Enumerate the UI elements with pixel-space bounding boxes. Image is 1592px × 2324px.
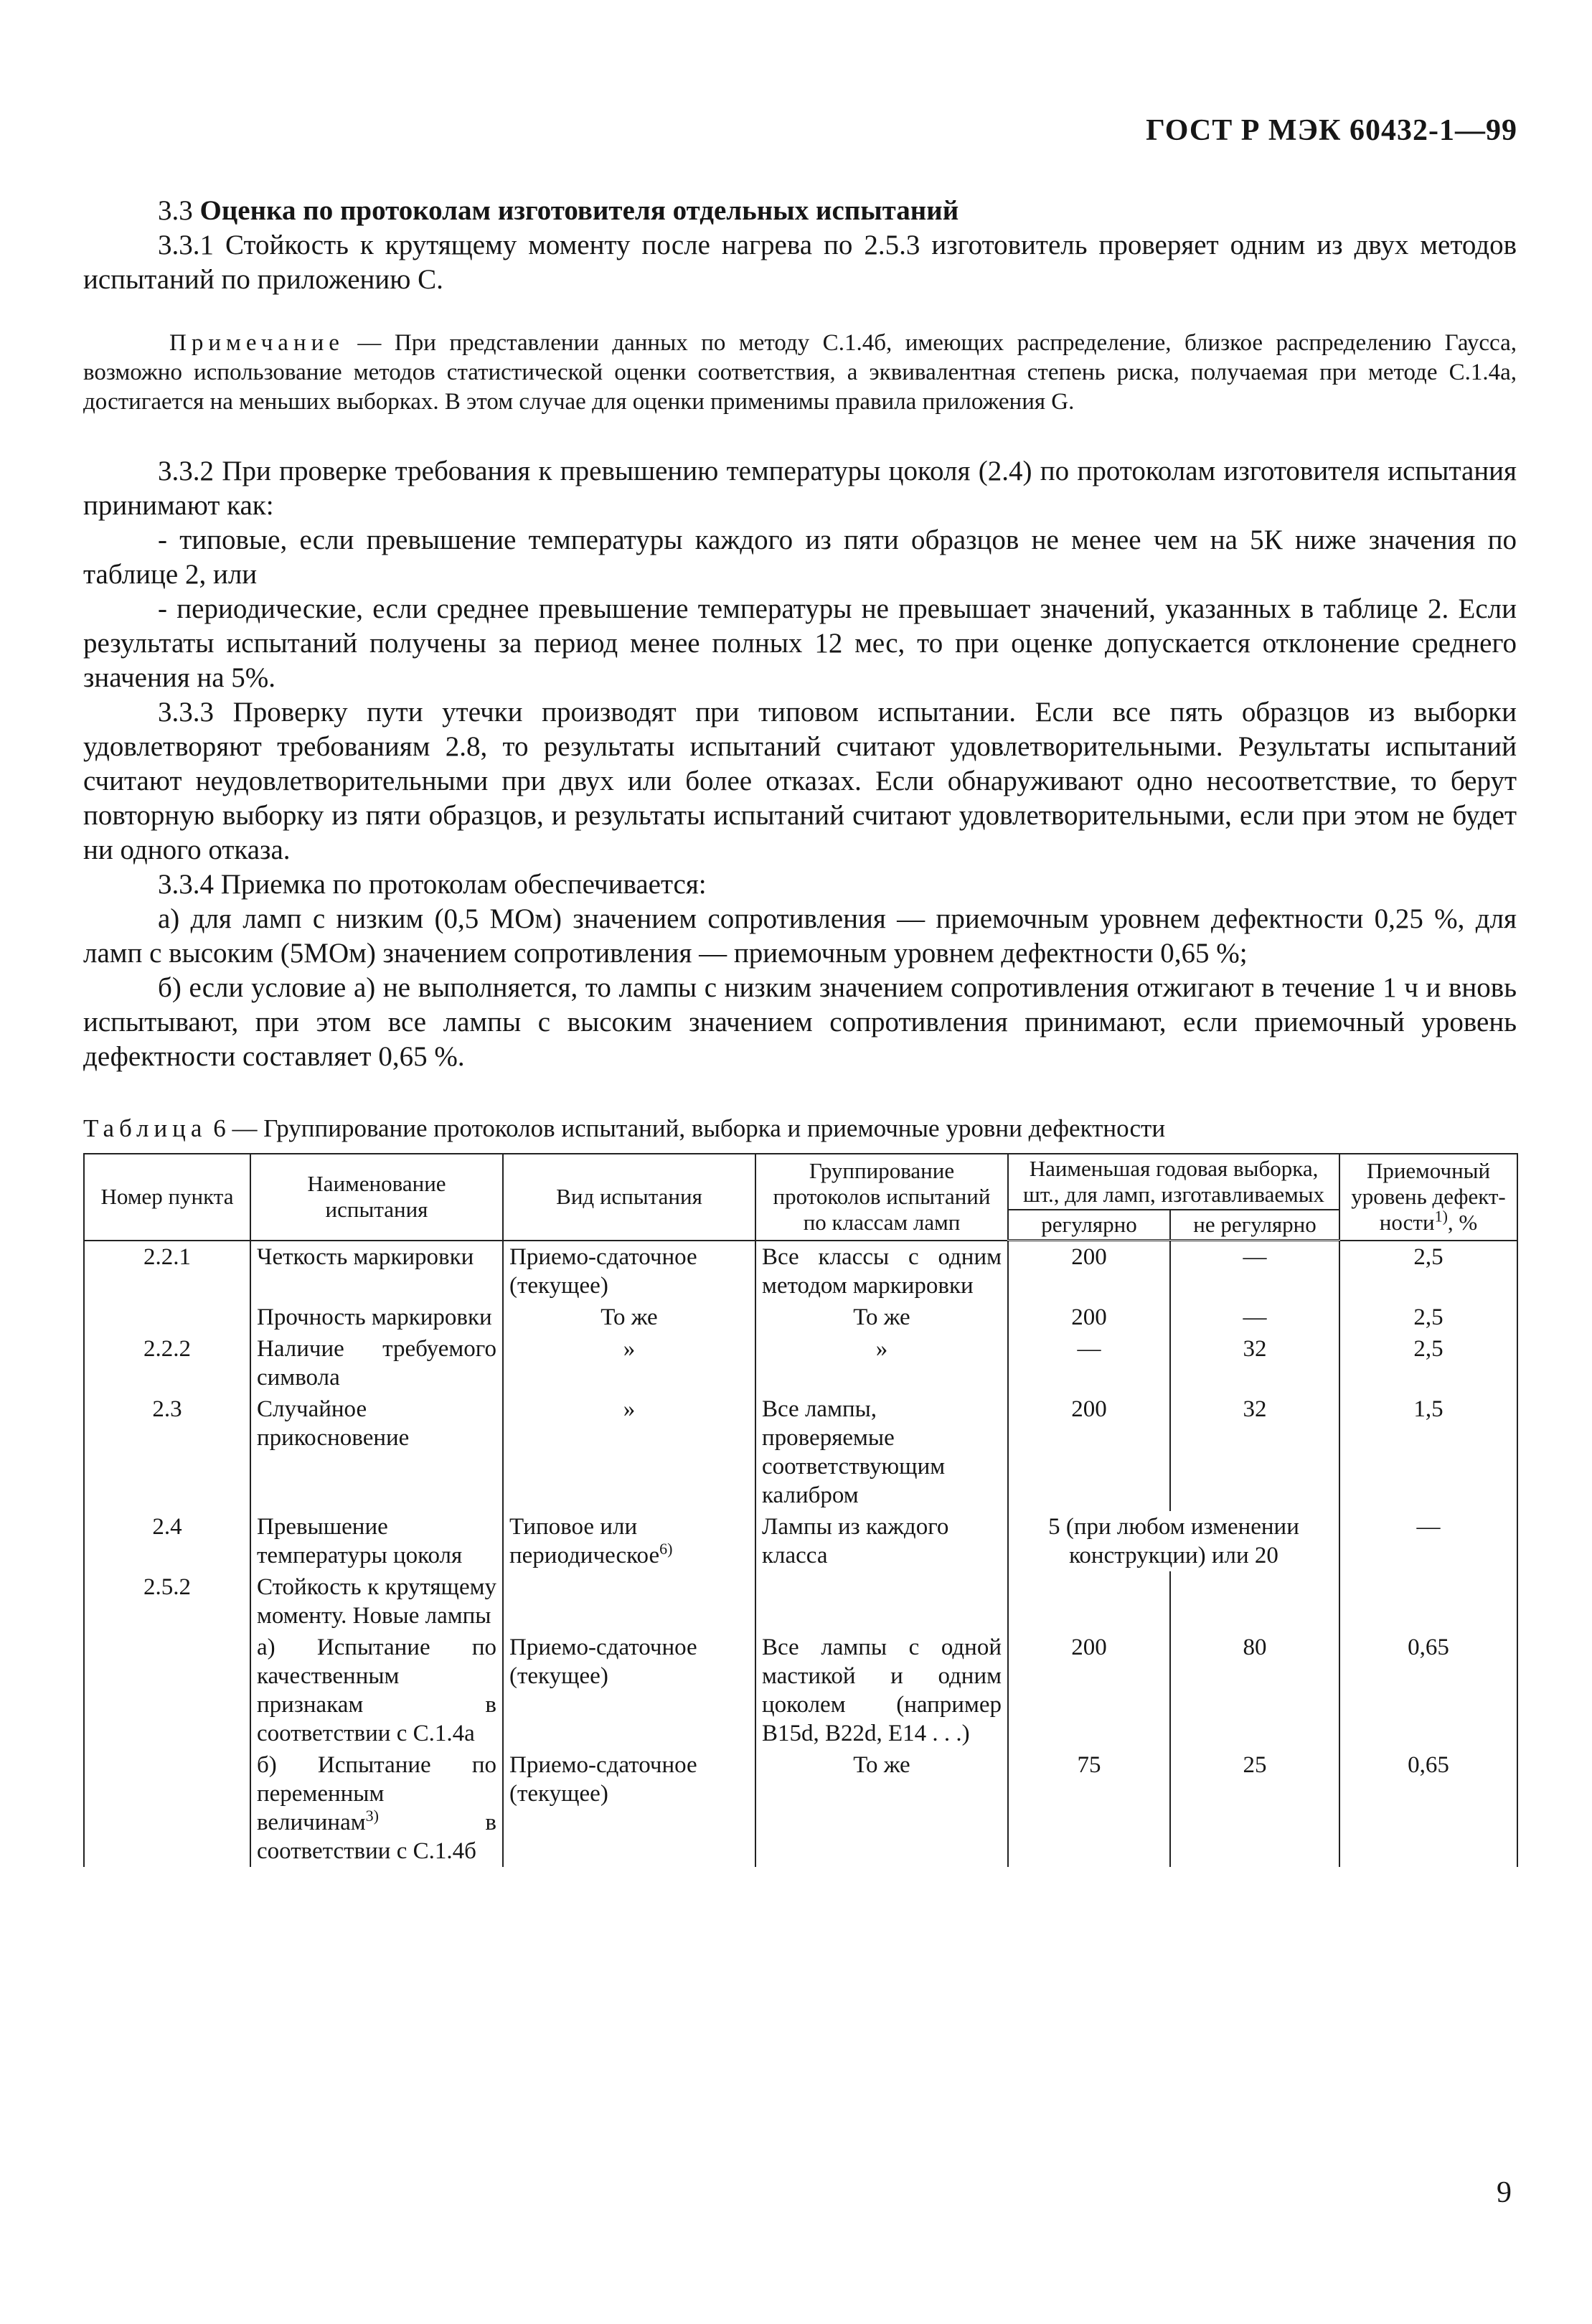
cell-regular: 200 <box>1008 1393 1170 1511</box>
header-sample: Наименьшая годовая выборка, шт., для ламп, изготавливаемых <box>1008 1154 1339 1210</box>
cell-name: Случайное прикосновение <box>250 1393 503 1511</box>
table-row <box>84 1632 1517 1749</box>
cell-aql: — <box>1339 1511 1517 1571</box>
page-content <box>83 194 1517 1867</box>
cell-number: 2.2.2 <box>84 1333 250 1393</box>
cell-type: » <box>503 1333 755 1393</box>
cell-type: » <box>503 1393 755 1511</box>
cell-name: Четкость маркировки <box>250 1241 503 1302</box>
paragraph-3-3-4-a: а) для ламп с низким (0,5 МОм) значением сопротивления — приемочным уровнем дефектности 0,25 %, для ламп с высоким (5МОм) значением сопротивления — приемочным уровнем дефектности 0,65 %; <box>83 903 1517 969</box>
page-number: 9 <box>1497 2176 1512 2209</box>
cell-aql: 2,5 <box>1339 1241 1517 1302</box>
cell-type-text: Типовое или периодическое <box>509 1513 660 1568</box>
cell-number <box>84 1632 250 1749</box>
paragraph-3-3-3: 3.3.3 Проверку пути утечки производят при типовом испытании. Если все пять образцов из выборки удовлетворяют требованиям 2.8, то результаты испытаний считают удовлетворительными. Результаты испытаний считают неудовлетворительными при двух или более отказах. Если обнаруживают одно несоответствие, то берут повторную выборку из пяти образцов, и результаты испытаний считают удовлетворительными, если при этом не будет ни одного отказа. <box>83 697 1517 865</box>
cell-aql: 2,5 <box>1339 1302 1517 1333</box>
section-heading <box>83 194 1517 228</box>
header-number: Номер пункта <box>84 1154 250 1241</box>
header-regular: регулярно <box>1008 1210 1170 1241</box>
header-aql-unit: , % <box>1447 1210 1478 1236</box>
table-row <box>84 1333 1517 1393</box>
cell-group <box>755 1571 1008 1632</box>
cell-aql: 0,65 <box>1339 1632 1517 1749</box>
cell-type <box>503 1571 755 1632</box>
cell-group: » <box>755 1333 1008 1393</box>
cell-group: Лампы из каждого класса <box>755 1511 1008 1571</box>
cell-irregular: — <box>1170 1302 1339 1333</box>
paragraph-3-3-2-b: - периодические, если среднее превышение температуры не превышает значений, указанных в таблице 2. Если результаты испытаний получены за период менее полных 12 мес, то при оценке допускается отклонение среднего значения на 5%. <box>83 593 1517 693</box>
cell-aql: 1,5 <box>1339 1393 1517 1511</box>
table-row <box>84 1302 1517 1333</box>
cell-group: То же <box>755 1302 1008 1333</box>
table-row <box>84 1241 1517 1302</box>
cell-name-text: б) Испытание по переменным величинам <box>257 1751 496 1835</box>
standard-code-header: ГОСТ Р МЭК 60432-1—99 <box>1146 114 1517 147</box>
cell-number: 2.2.1 <box>84 1241 250 1302</box>
cell-irregular: 25 <box>1170 1749 1339 1867</box>
table-caption-label: Таблица <box>83 1114 207 1142</box>
header-grouping: Группирование протоколов испытаний по классам ламп <box>755 1154 1008 1241</box>
header-aql <box>1339 1154 1517 1241</box>
cell-irregular: 32 <box>1170 1393 1339 1511</box>
table-row <box>84 1511 1517 1571</box>
cell-name: Превышение температуры цоколя <box>250 1511 503 1571</box>
section-title: Оценка по протоколам изготовителя отдельных испытаний <box>199 195 959 226</box>
cell-irregular: 32 <box>1170 1333 1339 1393</box>
table-row <box>84 1749 1517 1867</box>
cell-regular: 200 <box>1008 1241 1170 1302</box>
paragraph-3-3-4-b: б) если условие а) не выполняется, то лампы с низким значением сопротивления отжигают в течение 1 ч и вновь испытывают, при этом все лампы с высоким значением сопротивления принимают, если приемочный уровень дефектности составляет 0,65 %. <box>83 972 1517 1072</box>
cell-type-footnote: 6) <box>659 1539 673 1558</box>
cell-name: а) Испытание по качественным признакам в соответствии с С.1.4а <box>250 1632 503 1749</box>
note-label: Примечание <box>169 330 344 356</box>
table-6 <box>83 1153 1518 1867</box>
header-aql-footnote: 1) <box>1434 1207 1448 1225</box>
cell-name: Стойкость к крутящему моменту. Новые лампы <box>250 1571 503 1632</box>
cell-number: 2.3 <box>84 1393 250 1511</box>
cell-name: Наличие требуемого символа <box>250 1333 503 1393</box>
paragraph-3-3-2-a: - типовые, если превышение температуры каждого из пяти образцов не менее чем на 5К ниже значения по таблице 2, или <box>83 524 1517 590</box>
note-text: — При представлении данных по методу С.1.4б, имеющих распределение, близкое распределению Гаусса, возможно использование методов статистической оценки соответствия, а эквивалентная степень риска, получаемая при методе С.1.4а, достигается на меньших выборках. В этом случае для оценки применимы правила приложения G. <box>83 330 1517 415</box>
cell-regular: 200 <box>1008 1302 1170 1333</box>
header-aql-text: Приемочный уровень дефект-ности <box>1351 1158 1506 1236</box>
note <box>83 329 1517 417</box>
cell-regular <box>1008 1571 1170 1632</box>
cell-name-tail: в соответствии с С.1.4б <box>257 1809 496 1864</box>
cell-regular: 200 <box>1008 1632 1170 1749</box>
header-type: Вид испытания <box>503 1154 755 1241</box>
cell-irregular: 80 <box>1170 1632 1339 1749</box>
cell-group: Все классы с одним методом маркировки <box>755 1241 1008 1302</box>
cell-regular: — <box>1008 1333 1170 1393</box>
cell-group: То же <box>755 1749 1008 1867</box>
cell-number <box>84 1302 250 1333</box>
cell-aql: 2,5 <box>1339 1333 1517 1393</box>
cell-group: Все лампы, проверяемые соответствующим калибром <box>755 1393 1008 1511</box>
cell-irregular: — <box>1170 1241 1339 1302</box>
table-caption <box>83 1113 1517 1144</box>
cell-sample-merged: 5 (при любом изменении конструкции) или 20 <box>1008 1511 1339 1571</box>
header-name: Наименование испытания <box>250 1154 503 1241</box>
table-row <box>84 1393 1517 1511</box>
cell-type: Приемо-сдаточное (текущее) <box>503 1749 755 1867</box>
paragraph-3-3-1: 3.3.1 Стойкость к крутящему моменту после нагрева по 2.5.3 изготовитель проверяет одним из двух методов испытаний по приложению С. <box>83 230 1517 295</box>
paragraph-3-3-4: 3.3.4 Приемка по протоколам обеспечивается: <box>158 869 707 900</box>
cell-type: То же <box>503 1302 755 1333</box>
cell-aql <box>1339 1571 1517 1632</box>
cell-irregular <box>1170 1571 1339 1632</box>
cell-name <box>250 1749 503 1867</box>
cell-type: Приемо-сдаточное (текущее) <box>503 1632 755 1749</box>
cell-type: Приемо-сдаточное (текущее) <box>503 1241 755 1302</box>
cell-type <box>503 1511 755 1571</box>
cell-number <box>84 1749 250 1867</box>
cell-number: 2.4 <box>84 1511 250 1571</box>
cell-name: Прочность маркировки <box>250 1302 503 1333</box>
table-caption-text: 6 — Группирование протоколов испытаний, выборка и приемочные уровни дефектности <box>207 1114 1166 1142</box>
cell-number: 2.5.2 <box>84 1571 250 1632</box>
cell-regular: 75 <box>1008 1749 1170 1867</box>
cell-aql: 0,65 <box>1339 1749 1517 1867</box>
header-irregular: не регулярно <box>1170 1210 1339 1241</box>
table-row <box>84 1571 1517 1632</box>
section-number: 3.3 <box>158 195 193 226</box>
paragraph-3-3-2: 3.3.2 При проверке требования к превышению температуры цоколя (2.4) по протоколам изготовителя испытания принимают как: <box>83 456 1517 521</box>
cell-name-footnote: 3) <box>365 1806 379 1825</box>
cell-group: Все лампы с одной мастикой и одним цоколем (например B15d, B22d, E14 . . .) <box>755 1632 1008 1749</box>
